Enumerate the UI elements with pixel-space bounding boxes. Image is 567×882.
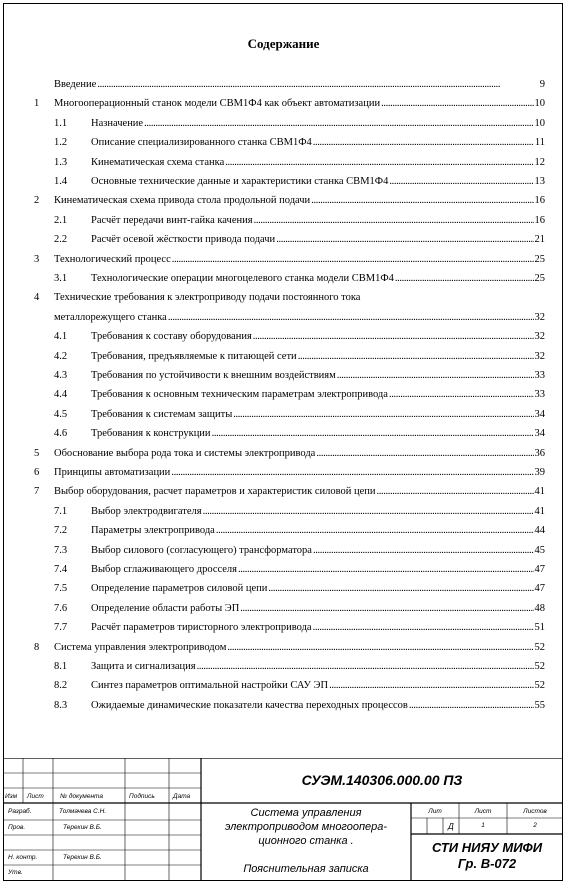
toc-entry-page: 41: [534, 505, 545, 517]
toc-entry: [0, 622, 567, 634]
toc-dot-leader: [395, 273, 534, 285]
toc-entry-number: 1.3: [54, 156, 68, 168]
toc-entry: [0, 331, 567, 343]
toc-entry-number: 4.3: [54, 370, 68, 381]
toc-entry: [0, 642, 567, 654]
toc-entry: [0, 564, 567, 576]
toc-entry: [0, 467, 567, 479]
toc-entry-text: Расчёт осевой жёсткости привода подачи: [91, 234, 276, 246]
toc-entry-number: 7.6: [54, 602, 68, 614]
toc-entry-number: 4.6: [54, 428, 68, 440]
toc-entry: [0, 215, 567, 227]
toc-dot-leader: [203, 506, 534, 518]
toc-entry-page: 47: [534, 583, 545, 595]
toc-entry-text: Требования к основным техническим параметрам электропривода: [91, 389, 388, 401]
toc-entry: [0, 389, 567, 401]
toc-entry-number: 5: [34, 447, 40, 459]
toc-entry-page: 55: [534, 699, 545, 711]
toc-entry-page: 34: [534, 428, 545, 440]
toc-dot-leader: [238, 564, 533, 576]
toc-entry-number: 7.5: [54, 583, 68, 595]
toc-entry-number: 7.2: [54, 525, 68, 537]
toc-entry-text: Синтез параметров оптимальной настройки САУ ЭП: [91, 680, 329, 692]
toc-dot-leader: [377, 486, 534, 498]
toc-dot-leader: [313, 622, 534, 634]
toc-entry-number: 3.1: [54, 273, 68, 284]
toc-dot-leader: [97, 79, 538, 91]
toc-entry: [0, 292, 567, 304]
toc-dot-leader: [168, 312, 534, 324]
toc-entry-text: Требования к системам защиты: [91, 408, 233, 420]
toc-entry-text: Расчёт передачи винт-гайка качения: [91, 214, 253, 226]
toc-entry: [0, 79, 567, 91]
toc-entry-text: металлорежущего станка: [54, 311, 167, 323]
toc-dot-leader: [216, 525, 534, 537]
toc-entry: [0, 428, 567, 440]
page-title: Содержание: [247, 36, 320, 51]
toc-dot-leader: [171, 467, 533, 479]
toc-entry-page: 32: [534, 311, 545, 323]
toc-entry: [0, 254, 567, 266]
toc-entry-number: 4.4: [54, 389, 68, 401]
header-doc-number: № документа: [60, 793, 103, 800]
toc-dot-leader: [409, 700, 534, 712]
organization-name: СТИ НИЯУ МИФИ: [431, 840, 543, 855]
sheets-label: Листов: [523, 808, 547, 815]
toc-entry-number: 1.1: [54, 117, 68, 129]
toc-entry-number: 7.1: [54, 505, 68, 517]
toc-dot-leader: [254, 215, 534, 227]
toc-entry-number: 7.3: [54, 544, 68, 556]
toc-entry: [0, 545, 567, 557]
toc-entry-number: 4.2: [54, 350, 68, 362]
toc-entry-number: 7: [34, 486, 40, 498]
toc-entry-page: 52: [534, 680, 545, 692]
toc-entry-text: Многооперационный станок модели СВМ1Ф4 как объект автоматизации: [54, 98, 381, 110]
toc-entry: [0, 700, 567, 712]
sheets-value: 2: [533, 822, 537, 829]
toc-entry-page: 36: [534, 447, 545, 459]
toc-entry: [0, 195, 567, 207]
toc-dot-leader: [197, 661, 534, 673]
toc-entry-number: 1: [34, 98, 40, 110]
toc-entry: [0, 370, 567, 382]
toc-entry: [0, 137, 567, 149]
toc-entry-number: 2.1: [54, 214, 68, 226]
toc-entry-text: Система управления электроприводом: [54, 641, 227, 653]
toc-dot-leader: [389, 176, 533, 188]
toc-entry-number: 2: [34, 195, 40, 207]
toc-entry-text: Описание специализированного станка СВМ1Ф4: [91, 137, 312, 149]
toc-entry-number: 1.2: [54, 137, 68, 149]
title-block: [3, 758, 563, 881]
toc-entry: [0, 118, 567, 130]
document-title-line-1: Система управления: [250, 807, 362, 819]
toc-entry-page: 32: [534, 350, 545, 362]
header-list: Лист: [27, 793, 44, 800]
toc-entry-page: 9: [539, 79, 545, 90]
toc-entry: [0, 583, 567, 595]
toc-entry-page: 11: [534, 137, 545, 149]
toc-dot-leader: [381, 98, 533, 110]
header-date: Дата: [173, 793, 191, 800]
toc-entry-text: Требования к составу оборудования: [91, 331, 252, 343]
toc-entry-text: Обоснование выбора рода тока и системы электропривода: [54, 447, 316, 459]
toc-entry-page: 25: [534, 253, 545, 265]
role-checker: Пров.: [8, 824, 26, 831]
toc-entry: [0, 351, 567, 363]
toc-entry-page: 48: [534, 602, 545, 614]
toc-entry-page: 41: [534, 486, 545, 498]
sheet-label: Лист: [474, 808, 492, 815]
toc-entry: [0, 525, 567, 537]
toc-entry-number: 4: [34, 292, 40, 304]
document-title-line-2: электроприводом многоопера-: [224, 821, 388, 833]
toc-entry: [0, 273, 567, 285]
toc-dot-leader: [225, 157, 533, 169]
toc-entry-text: Выбор оборудования, расчет параметров и характеристик силовой цепи: [54, 486, 376, 498]
toc-entry-page: 47: [534, 564, 545, 575]
sheet-value: 1: [481, 822, 485, 829]
header-signature: Подпись: [129, 793, 155, 800]
toc-entry: [0, 680, 567, 692]
toc-entry-text: Требования по устойчивости к внешним воздействиям: [91, 370, 336, 381]
toc-dot-leader: [240, 603, 533, 615]
toc-entry: [0, 98, 567, 110]
toc-entry-number: 3: [34, 253, 40, 265]
toc-entry-number: 4.1: [54, 331, 68, 343]
toc-dot-leader: [389, 389, 534, 401]
toc-entry-page: 39: [534, 467, 545, 478]
toc-entry-page: 16: [534, 195, 545, 207]
toc-entry: [0, 506, 567, 518]
toc-entry-page: 33: [534, 370, 545, 381]
toc-entry: [0, 176, 567, 188]
toc-entry-text: Расчёт параметров тиристорного электропривода: [91, 622, 312, 634]
toc-entry-number: 8.2: [54, 680, 68, 692]
toc-entry: [0, 157, 567, 169]
toc-entry-page: 33: [534, 389, 545, 401]
role-developer: Разраб.: [8, 808, 32, 815]
toc-entry-number: 8.1: [54, 661, 68, 672]
toc-dot-leader: [276, 234, 533, 246]
toc-entry: [0, 234, 567, 246]
toc-entry: [0, 603, 567, 615]
toc-dot-leader: [316, 448, 533, 460]
toc-entry-page: 10: [534, 98, 545, 110]
toc-entry-page: 16: [534, 214, 545, 226]
toc-entry-page: 34: [534, 408, 545, 420]
toc-dot-leader: [298, 351, 534, 363]
toc-entry-page: 10: [534, 117, 545, 129]
lit-value: Д: [448, 822, 454, 831]
toc-entry-number: 1.4: [54, 176, 68, 187]
toc-dot-leader: [337, 370, 534, 382]
group-name: Гр. В-072: [457, 856, 517, 871]
toc-entry-number: 7.4: [54, 564, 68, 575]
toc-dot-leader: [311, 195, 533, 207]
developer-name: Толмачева С.Н.: [59, 808, 107, 815]
document-code: СУЭМ.140306.000.00 ПЗ: [301, 772, 463, 788]
toc-entry-text: Параметры электропривода: [91, 525, 215, 537]
toc-dot-leader: [268, 583, 533, 595]
header-izm: Изм: [5, 793, 18, 800]
norm-control-name: Терехин В.Б.: [63, 854, 102, 861]
toc-entry-page: 44: [534, 525, 545, 537]
document-title-line-3: ционного станка .: [258, 835, 354, 847]
toc-dot-leader: [233, 409, 533, 421]
toc-entry-number: 8.3: [54, 699, 68, 711]
toc-entry-text: Кинематическая схема станка: [91, 156, 225, 168]
document-type: Пояснительная записка: [243, 863, 369, 875]
toc-entry-text: Защита и сигнализация: [91, 661, 196, 672]
toc-entry-text: Требования, предъявляемые к питающей сети: [91, 350, 297, 362]
toc-entry-text: Определение параметров силовой цепи: [91, 583, 268, 595]
toc-entry: [0, 486, 567, 498]
toc-dot-leader: [313, 545, 534, 557]
toc-entry-text: Кинематическая схема привода стола продольной подачи: [54, 195, 311, 207]
toc-entry-page: 25: [534, 273, 545, 284]
role-approver: Утв.: [8, 869, 23, 876]
toc-entry-text: Ожидаемые динамические показатели качества переходных процессов: [91, 699, 408, 711]
toc-entry-text: Введение: [54, 79, 97, 90]
lit-label: Лит: [428, 808, 442, 815]
toc-entry-continuation: [0, 312, 567, 324]
toc-entry-page: 45: [534, 544, 545, 556]
toc-dot-leader: [144, 118, 533, 130]
toc-entry-page: 52: [534, 641, 545, 653]
toc-entry-text: Основные технические данные и характеристики станка СВМ1Ф4: [91, 176, 389, 187]
toc-dot-leader: [253, 331, 534, 343]
toc-dot-leader: [329, 680, 533, 692]
toc-entry-text: Технологический процесс: [54, 253, 171, 265]
checker-name: Терехин В.Б.: [63, 824, 102, 831]
toc-entry-number: 7.7: [54, 622, 68, 634]
toc-entry-number: 4.5: [54, 408, 68, 420]
toc-entry-text: Требования к конструкции: [91, 428, 211, 440]
toc-entry-number: 2.2: [54, 234, 68, 246]
toc-entry-page: 12: [534, 156, 545, 168]
toc-entry-page: 13: [534, 176, 545, 187]
toc-dot-leader: [227, 642, 533, 654]
toc-entry-text: Технологические операции многоцелевого станка модели СВМ1Ф4: [91, 273, 394, 284]
toc-entry-text: Выбор электродвигателя: [91, 505, 202, 517]
toc-entry-text: Выбор силового (согласующего) трансформатора: [91, 544, 312, 556]
toc-entry-text: Принципы автоматизации: [54, 467, 171, 478]
toc-dot-leader: [212, 428, 534, 440]
toc-entry: [0, 448, 567, 460]
toc-entry-text: Технические требования к электроприводу подачи постоянного тока: [54, 292, 361, 304]
toc-entry-text: Определение области работы ЭП: [91, 602, 240, 614]
toc-entry-number: 8: [34, 641, 40, 653]
toc-entry: [0, 661, 567, 673]
toc-entry-text: Назначение: [91, 117, 144, 129]
toc-dot-leader: [172, 254, 534, 266]
toc-entry-page: 21: [534, 234, 545, 246]
toc-entry-page: 51: [534, 622, 545, 634]
toc-entry-number: 6: [34, 467, 40, 478]
toc-entry: [0, 409, 567, 421]
role-norm-control: Н. контр.: [8, 854, 38, 861]
toc-entry-text: Выбор сглаживающего дросселя: [91, 564, 238, 575]
toc-entry-page: 52: [534, 661, 545, 672]
toc-entry-page: 32: [534, 331, 545, 343]
toc-dot-leader: [313, 137, 534, 149]
